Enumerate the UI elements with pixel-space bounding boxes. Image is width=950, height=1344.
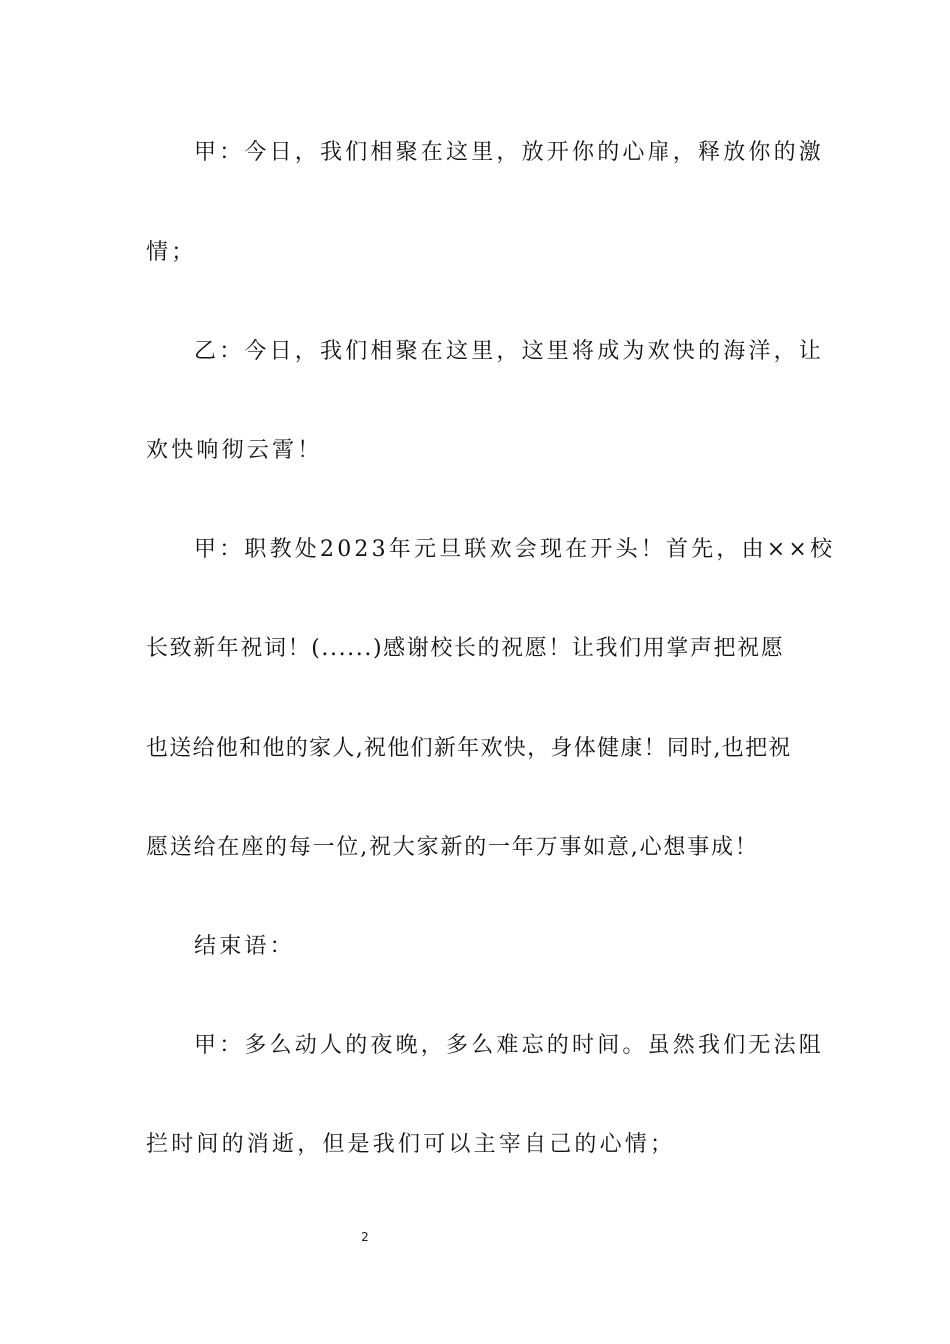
text-line-5: 甲：职教处2023年元旦联欢会现在开头！首先，由××校 xyxy=(194,537,836,562)
text-line-10: 甲：多么动人的夜晚，多么难忘的时间。虽然我们无法阻 xyxy=(194,1033,825,1058)
text-line-6: 长致新年祝词！(......)感谢校长的祝愿！让我们用掌声把祝愿 xyxy=(146,636,785,661)
text-line-7: 也送给他和他的家人,祝他们新年欢快，身体健康！同时,也把祝 xyxy=(146,736,792,761)
text-line-2: 情； xyxy=(146,240,197,265)
text-line-4: 欢快响彻云霄！ xyxy=(146,438,323,463)
text-line-11: 拦时间的消逝，但是我们可以主宰自己的心情； xyxy=(146,1132,676,1157)
page-number: 2 xyxy=(361,1230,369,1244)
text-line-1: 甲：今日，我们相聚在这里，放开你的心扉，释放你的激 xyxy=(194,140,825,165)
section-heading: 结束语： xyxy=(194,934,295,959)
text-line-3: 乙：今日，我们相聚在这里，这里将成为欢快的海洋，让 xyxy=(194,339,825,364)
text-line-8: 愿送给在座的每一位,祝大家新的一年万事如意,心想事成！ xyxy=(146,835,759,860)
